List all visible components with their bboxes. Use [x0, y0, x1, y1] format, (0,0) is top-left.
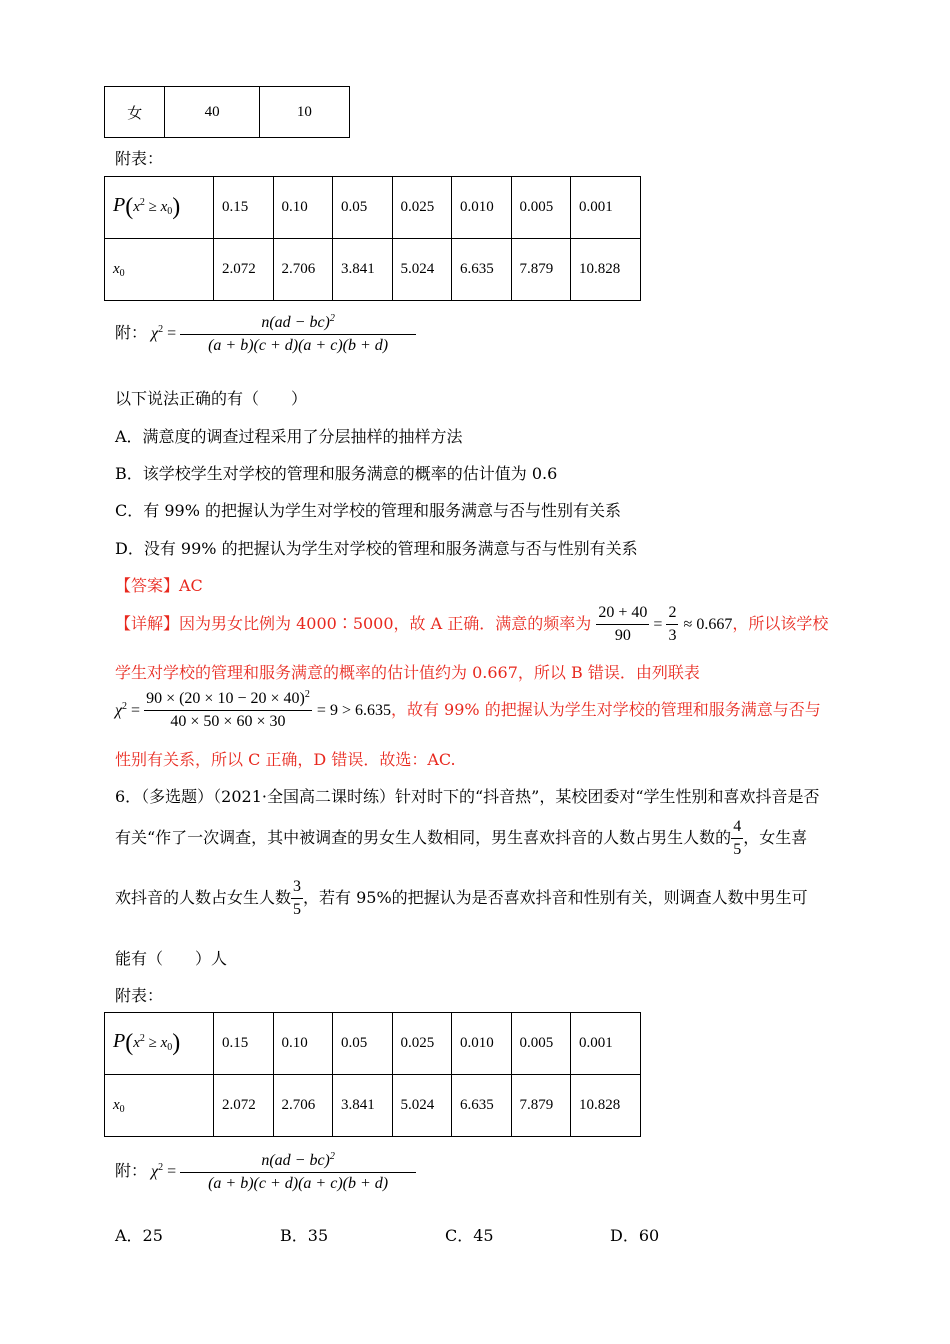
detail-text: ，所以该学校: [732, 614, 829, 633]
fraction-numerator: 20 + 40: [598, 604, 648, 621]
x-cell: 7.879: [511, 1075, 571, 1137]
p-cell: 0.15: [214, 177, 274, 239]
p-cell: 0.010: [452, 177, 512, 239]
q6-option-a: A．25: [115, 1226, 163, 1245]
chi-result: = 9 > 6.635: [316, 702, 391, 719]
x-cell: 5.024: [392, 1075, 452, 1137]
p-cell: 0.001: [571, 177, 641, 239]
fraction-numerator: 2: [668, 604, 677, 621]
p-cell: 0.025: [392, 177, 452, 239]
answer: 【答案】AC: [115, 576, 203, 595]
x-cell: 5.024: [392, 239, 452, 301]
x-cell: 7.879: [511, 239, 571, 301]
q6-line-3: [115, 878, 808, 919]
critical-value-table: [104, 176, 641, 301]
appendix-label: 附表：: [115, 149, 164, 168]
formula-denominator: (a + b)(c + d)(a + c)(b + d): [180, 334, 416, 355]
chi-symbol: χ: [151, 1163, 159, 1181]
p-cell: 0.15: [214, 1013, 274, 1075]
q6-line-1: 6．（多选题）（2021·全国高二课时练）针对时下的“抖音热”，某校团委对“学生性别和喜欢抖音是否: [115, 787, 820, 806]
fraction-denominator: 40 × 50 × 60 × 30: [144, 710, 312, 731]
q6-line-4: 能有（ ）人: [115, 949, 228, 968]
p-cell: 0.025: [392, 1013, 452, 1075]
q6-text: 欢抖音的人数占女生人数: [115, 888, 292, 907]
p-cell: 0.005: [511, 1013, 571, 1075]
fraction-numerator: 90 × (20 × 10 − 20 × 40): [146, 690, 305, 707]
x-cell: 6.635: [452, 1075, 512, 1137]
q6-text: ，女生喜: [743, 828, 808, 847]
q6-text: ，若有 95%的把握认为是否喜欢抖音和性别有关，则调查人数中男生可: [303, 888, 808, 907]
x-cell: 10.828: [571, 1075, 641, 1137]
q6-option-c: C．45: [445, 1226, 494, 1245]
p-symbol: P: [113, 194, 126, 216]
appendix-label: 附表：: [115, 986, 164, 1005]
detail-line-3: $\chi^2$ = $\frac{90 \times (20 \times 10 - 20 \times 40)^2}{40 \times 50 \times 60 \times 30}$ = 9 > 6.635，故有 99% 的把握认为学生对学校的管理和服务满意与否与: [115, 689, 821, 730]
option-c: C．有 99% 的把握认为学生对学校的管理和服务满意与否与性别有关系: [115, 501, 621, 520]
p-symbol: P: [113, 1030, 126, 1052]
top-table-cell: 10: [259, 87, 349, 138]
option-b: B．该学校学生对学校的管理和服务满意的概率的估计值为 0.6: [115, 464, 558, 483]
formula-numerator: n(ad − bc): [261, 314, 330, 331]
detail-line-2: 学生对学校的管理和服务满意的概率的估计值约为 0.667，所以 B 错误．由列联表: [115, 663, 700, 682]
p-cell: 0.10: [273, 177, 333, 239]
p-cell: 0.10: [273, 1013, 333, 1075]
option-a: A．满意度的调查过程采用了分层抽样的抽样方法: [115, 427, 463, 446]
x-cell: 2.706: [273, 239, 333, 301]
fraction-denominator: 90: [596, 624, 649, 645]
top-table-cell: 40: [165, 87, 259, 138]
x-cell: 10.828: [571, 239, 641, 301]
q6-line-2: [115, 818, 807, 859]
q6-option-d: D．60: [610, 1226, 660, 1245]
x0-header-cell: $x_0$: [105, 239, 214, 301]
formula-numerator: n(ad − bc): [261, 1152, 330, 1169]
x-symbol: x: [113, 261, 120, 277]
chi-square-formula-2: 附： $\chi^2$ = $\frac{n(ad - bc)^2}{(a + b)(c + d)(a + c)(b + d)}$: [115, 1152, 416, 1193]
fraction-denominator: 5: [291, 898, 303, 919]
detail-line-1: 【详解】因为男女比例为 4000∶5000，故 A 正确．满意的频率为 $\frac{20 + 40}{90}$ = $\frac{2}{3}$ ≈ 0.667，所以该学校: [115, 604, 829, 644]
detail-label: 【详解】: [115, 614, 180, 633]
question-prompt: 以下说法正确的有（ ）: [115, 389, 308, 408]
option-d: D．没有 99% 的把握认为学生对学校的管理和服务满意与否与性别有关系: [115, 539, 638, 558]
x-cell: 2.706: [273, 1075, 333, 1137]
top-table: [104, 86, 350, 138]
fraction-numerator: 3: [293, 878, 302, 895]
q6-text: 有关“作了一次调查，其中被调查的男女生人数相同，男生喜欢抖音的人数占男生人数的: [115, 828, 732, 847]
x-cell: 6.635: [452, 239, 512, 301]
x-cell: 3.841: [333, 239, 393, 301]
formula-denominator: (a + b)(c + d)(a + c)(b + d): [180, 1172, 416, 1193]
detail-text: 因为男女比例为 4000∶5000，故 A 正确．满意的频率为: [179, 614, 592, 633]
p-header-cell: $P(x^2 \ge x_0)$: [105, 177, 214, 239]
p-cell: 0.05: [333, 1013, 393, 1075]
fraction-numerator: 4: [733, 818, 742, 835]
x0-header-cell: $x_0$: [105, 1075, 214, 1137]
x-cell: 3.841: [333, 1075, 393, 1137]
x-symbol: x: [113, 1097, 120, 1113]
chi-square-formula: 附： $\chi^2$ = $\frac{n(ad - bc)^2}{(a + b)(c + d)(a + c)(b + d)}$: [115, 314, 416, 355]
approx-value: ≈ 0.667: [683, 616, 733, 633]
critical-value-table-2: [104, 1012, 641, 1137]
p-cell: 0.005: [511, 177, 571, 239]
formula-prefix: 附：: [115, 1163, 148, 1181]
q6-option-b: B．35: [280, 1226, 329, 1245]
fraction-denominator: 5: [731, 838, 743, 859]
p-cell: 0.001: [571, 1013, 641, 1075]
top-table-label: 女: [105, 87, 165, 138]
formula-prefix: 附：: [115, 325, 148, 343]
p-cell: 0.05: [333, 177, 393, 239]
x-cell: 2.072: [214, 1075, 274, 1137]
x-cell: 2.072: [214, 239, 274, 301]
p-header-cell: $P(x^2 \ge x_0)$: [105, 1013, 214, 1075]
chi-symbol: χ: [151, 325, 159, 343]
detail-line-4: 性别有关系，所以 C 正确，D 错误．故选：AC.: [115, 750, 456, 769]
p-cell: 0.010: [452, 1013, 512, 1075]
fraction-denominator: 3: [666, 624, 678, 645]
detail-text: ，故有 99% 的把握认为学生对学校的管理和服务满意与否与: [390, 700, 821, 719]
